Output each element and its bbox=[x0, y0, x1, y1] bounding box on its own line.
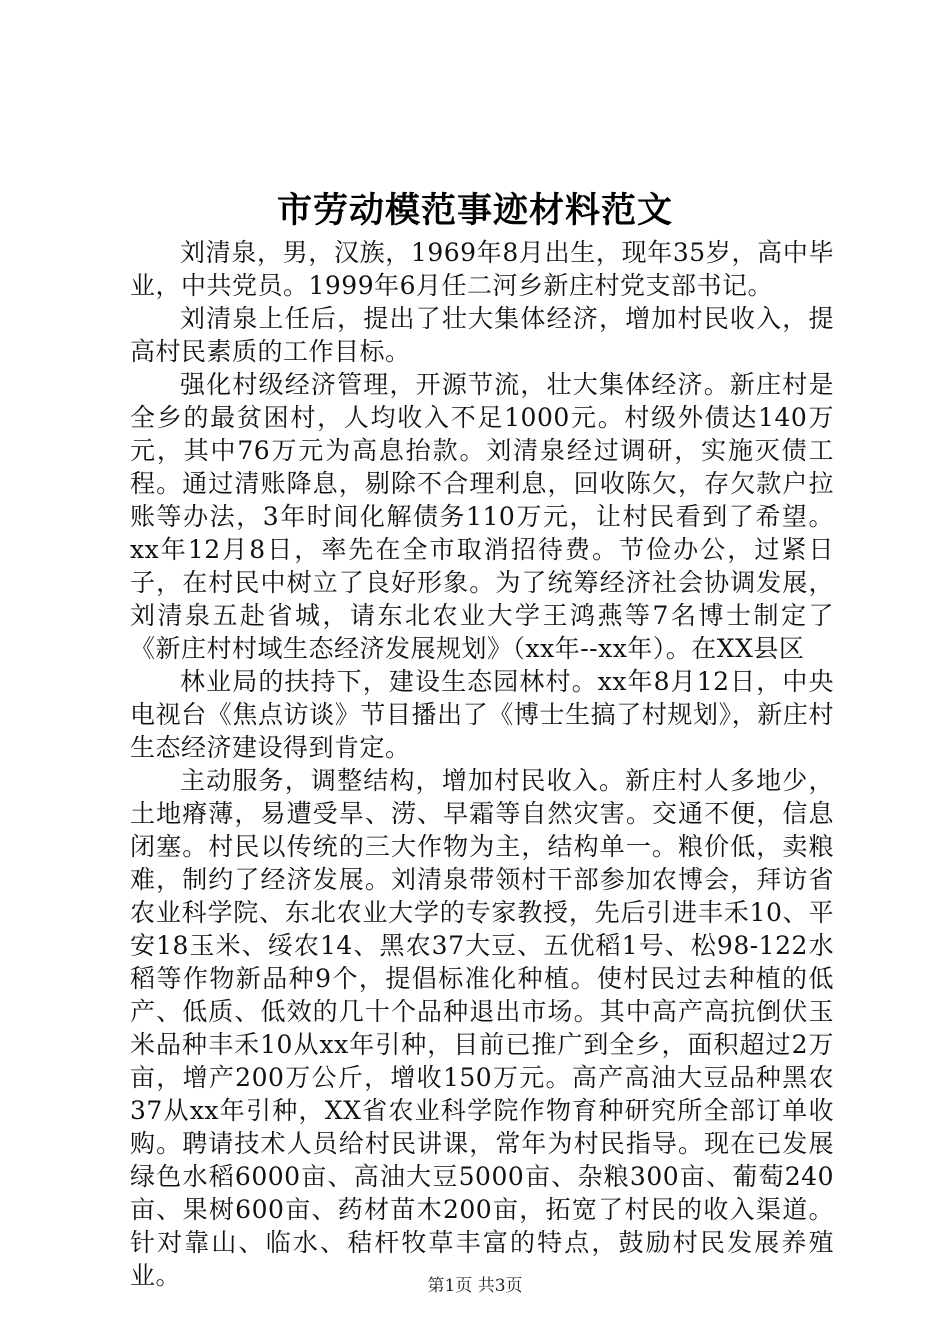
page-footer: 第1页 共3页 bbox=[427, 1276, 523, 1296]
paragraph-personal-info: 刘清泉，男，汉族，1969年8月出生，现年35岁，高中毕业，中共党员。1999年6月任二河乡新庄村党支部书记。 bbox=[130, 238, 834, 300]
paragraph-structure-adjustment: 主动服务，调整结构，增加村民收入。新庄村人多地少，土地瘠薄，易遭受旱、涝、早霜等自然灾害。交通不便，信息闭塞。村民以传统的三大作物为主，结构单一。粮价低，卖粮难，制约了经济发展。刘清泉带领村干部参加农博会，拜访省农业科学院、东北农业大学的专家教授，先后引进丰禾10、平安18玉米、绥农14、黑农37大豆、五优稻1号、松98-122水稻等作物新品种9个，提倡标准化种植。使村民过去种植的低产、低质、低效的几十个品种退出市场。其中高产高抗倒伏玉米品种丰禾10从xx年引种，目前已推广到全乡，面积超过2万亩，增产200万公斤，增收150万元。高产高油大豆品种黑农37从xx年引种，XX省农业科学院作物育种研究所全部订单收购。聘请技术人员给村民讲课，常年为村民指导。现在已发展绿色水稻6000亩、高油大豆5000亩、杂粮300亩、葡萄240亩、果树600亩、药材苗木200亩，拓宽了村民的收入渠道。针对靠山、临水、秸杆牧草丰富的特点，鼓励村民发展养殖业。 bbox=[130, 766, 834, 1290]
paragraph-ecological-village: 林业局的扶持下，建设生态园林村。xx年8月12日，中央电视台《焦点访谈》节目播出了《博士生搞了村规划》，新庄村生态经济建设得到肯定。 bbox=[130, 667, 834, 762]
paragraph-economic-management: 强化村级经济管理，开源节流，壮大集体经济。新庄村是全乡的最贫困村，人均收入不足1000元。村级外债达140万元，其中76万元为高息抬款。刘清泉经过调研，实施灭债工程。通过清账降息，剔除不合理利息，回收陈欠，存欠款户拉账等办法，3年时间化解债务110万元，让村民看到了希望。xx年12月8日，率先在全市取消招待费。节俭办公，过紧日子，在村民中树立了良好形象。为了统筹经济社会协调发展，刘清泉五赴省城，请东北农业大学王鸿燕等7名博士制定了《新庄村村域生态经济发展规划》（xx年--xx年）。在XX县区 bbox=[130, 370, 834, 663]
paragraph-work-goals: 刘清泉上任后，提出了壮大集体经济，增加村民收入，提高村民素质的工作目标。 bbox=[130, 304, 834, 366]
document-body bbox=[130, 236, 834, 1292]
document-title: 市劳动模范事迹材料范文 bbox=[276, 190, 673, 231]
